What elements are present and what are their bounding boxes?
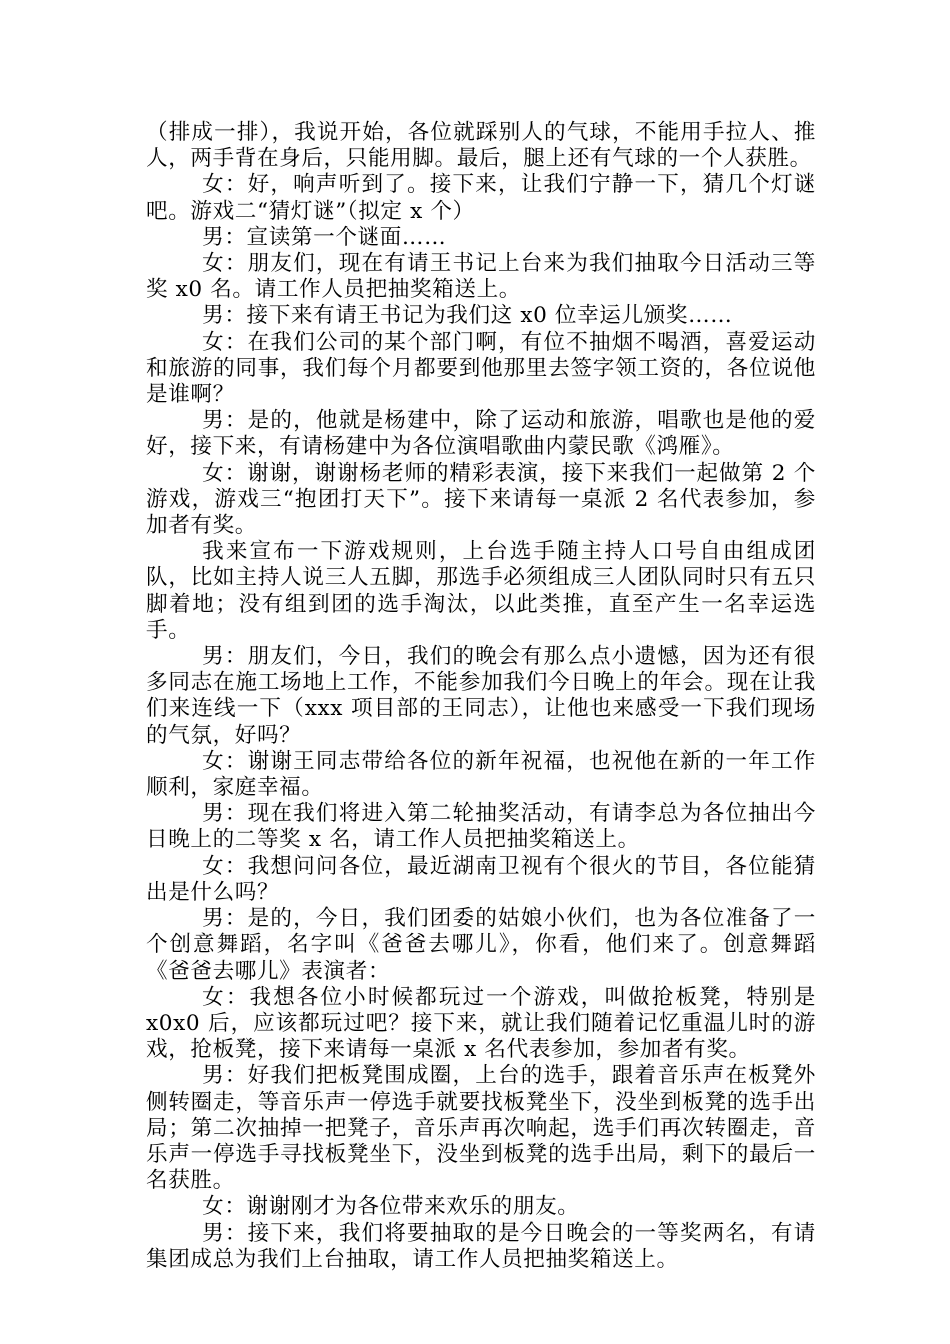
paragraph: 女：好，响声听到了。接下来，让我们宁静一下，猜几个灯谜吧。游戏二“猜灯谜”（拟定 x 个） bbox=[146, 172, 816, 224]
document-page bbox=[146, 120, 816, 1273]
paragraph: 女：谢谢王同志带给各位的新年祝福，也祝他在新的一年工作顺利，家庭幸福。 bbox=[146, 748, 816, 801]
paragraph: 女：我想各位小时候都玩过一个游戏，叫做抢板凳，特别是 x0x0 后，应该都玩过吧？接下来，就让我们随着记忆重温儿时的游戏，抢板凳，接下来请每一桌派 x 名代表参加，参加者有奖。 bbox=[146, 984, 816, 1063]
paragraph: 男：是的，他就是杨建中，除了运动和旅游，唱歌也是他的爱好，接下来，有请杨建中为各位演唱歌曲内蒙民歌《鸿雁》。 bbox=[146, 408, 816, 460]
paragraph: 女：在我们公司的某个部门啊，有位不抽烟不喝酒，喜爱运动和旅游的同事，我们每个月都要到他那里去签字领工资的，各位说他是谁啊？ bbox=[146, 329, 816, 408]
paragraph: 男：好我们把板凳围成圈，上台的选手，跟着音乐声在板凳外侧转圈走，等音乐声一停选手就要找板凳坐下，没坐到板凳的选手出局；第二次抽掉一把凳子，音乐声再次响起，选手们再次转圈走，音乐声一停选手寻找板凳坐下，没坐到板凳的选手出局，剩下的最后一名获胜。 bbox=[146, 1063, 816, 1194]
paragraph: （排成一排），我说开始，各位就踩别人的气球，不能用手拉人、推人，两手背在身后，只能用脚。最后，腿上还有气球的一个人获胜。 bbox=[146, 120, 816, 172]
paragraph: 男：现在我们将进入第二轮抽奖活动，有请李总为各位抽出今日晚上的二等奖 x 名，请工作人员把抽奖箱送上。 bbox=[146, 801, 816, 853]
paragraph: 男：是的，今日，我们团委的姑娘小伙们，也为各位准备了一个创意舞蹈，名字叫《爸爸去哪儿》，你看，他们来了。创意舞蹈《爸爸去哪儿》表演者： bbox=[146, 906, 816, 984]
paragraph: 女：谢谢，谢谢杨老师的精彩表演，接下来我们一起做第 2 个游戏，游戏三“抱团打天下”。接下来请每一桌派 2 名代表参加，参加者有奖。 bbox=[146, 460, 816, 539]
paragraph: 男：接下来，我们将要抽取的是今日晚会的一等奖两名，有请集团成总为我们上台抽取，请工作人员把抽奖箱送上。 bbox=[146, 1220, 816, 1272]
paragraph: 男：接下来有请王书记为我们这 x0 位幸运儿颁奖…… bbox=[202, 303, 733, 329]
paragraph: 我来宣布一下游戏规则，上台选手随主持人口号自由组成团队，比如主持人说三人五脚，那选手必须组成三人团队同时只有五只脚着地；没有组到团的选手淘汰，以此类推，直至产生一名幸运选手。 bbox=[146, 539, 816, 643]
paragraph: 女：谢谢刚才为各位带来欢乐的朋友。 bbox=[202, 1194, 580, 1220]
paragraph: 女：我想问问各位，最近湖南卫视有个很火的节目，各位能猜出是什么吗？ bbox=[146, 853, 816, 905]
paragraph: 男：朋友们，今日，我们的晚会有那么点小遗憾，因为还有很多同志在施工场地上工作，不能参加我们今日晚上的年会。现在让我们来连线一下（xxx 项目部的王同志），让他也来感受一下我们现场的气氛，好吗？ bbox=[146, 644, 816, 748]
paragraph: 女：朋友们，现在有请王书记上台来为我们抽取今日活动三等奖 x0 名。请工作人员把抽奖箱送上。 bbox=[146, 251, 816, 303]
paragraph: 男：宣读第一个谜面…… bbox=[202, 224, 447, 250]
